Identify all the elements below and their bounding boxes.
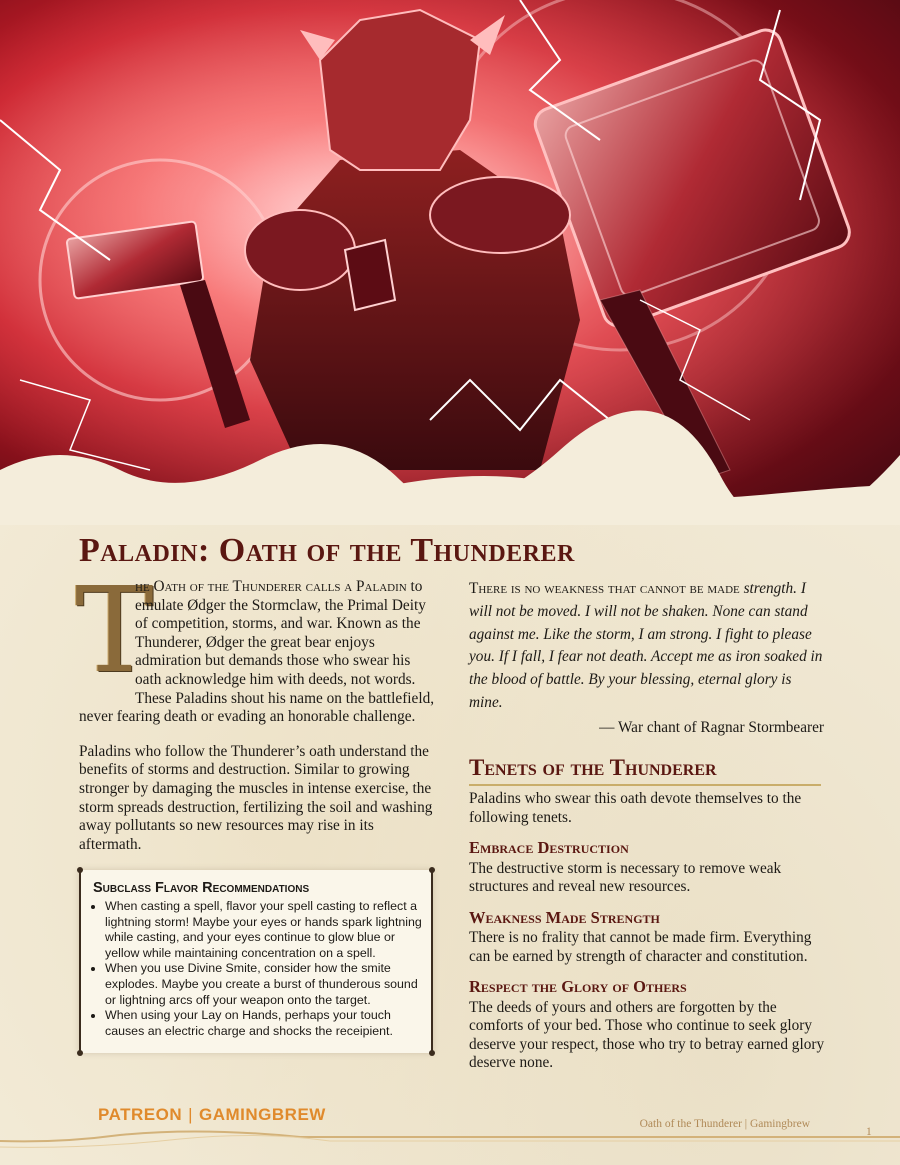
page-title: Paladin: Oath of the Thunderer [79, 532, 575, 569]
corner-dot [77, 1050, 83, 1056]
war-chant-quote [469, 578, 824, 715]
flavor-sidebar [79, 870, 433, 1053]
tenets-heading: Tenets of the Thunderer [469, 755, 821, 786]
right-column [469, 578, 824, 740]
sidebar-list [93, 899, 423, 1039]
corner-dot [77, 867, 83, 873]
tenet-text: The destructive storm is necessary to remove weak structures and reveal new resources. [469, 859, 782, 895]
brand-separator: | [188, 1105, 194, 1124]
brand-gamingbrew: GAMINGBREW [199, 1105, 326, 1124]
page-number: 1 [866, 1126, 872, 1138]
intro-lead: he Oath of the Thunderer calls a Paladin [135, 578, 407, 595]
hero-illustration [0, 0, 900, 525]
tenet-text: There is no frality that cannot be made firm. Everything can be earned by strength of character and constitution. [469, 929, 812, 965]
tenet-name: Weakness Made Strength [469, 907, 660, 927]
intro-paragraph-2: Paladins who follow the Thunderer’s oath understand the benefits of storms and destruction. Similar to growing stronger by damaging the muscles in intense exercise, the storm spreads destruction, fertilizing the soil and washing away pollutants so new resources may rise in its aftermath. [79, 742, 433, 853]
left-column [75, 561, 439, 870]
tenets-section [469, 790, 825, 1073]
footer-ornament [0, 1125, 900, 1165]
tenets-intro: Paladins who swear this oath devote themselves to the following tenets. [469, 790, 802, 826]
list-item: • When using your Lay on Hands, perhaps your touch causes an electric charge and shocks the receipient. [105, 1008, 423, 1039]
footer-brand [98, 1105, 326, 1125]
intro-text: to emulate Ødger the Stormclaw, the Primal Deity of competition, storms, and war. Known as the Thunderer, Ødger the great bear enjoys admiration but demands those who swear his oath acknowledge him with deeds, not words. These Paladins shout his name on the battlefield, never fearing death or evading an honorable challenge. [79, 578, 435, 726]
quote-lead: There is no weakness that cannot be made [469, 580, 740, 597]
tenet-text: The deeds of yours and others are forgotten by the comforts of your bed. Those who continue to seek glory deserve your respect, those who try to betray earned glory deserve none. [469, 998, 825, 1071]
tenet-name: Embrace Destruction [469, 838, 629, 857]
running-title: Oath of the Thunderer | Gamingbrew [639, 1118, 810, 1130]
hero-illustration-graphic [0, 0, 900, 525]
tenet-name: Respect the Glory of Others [469, 977, 687, 996]
quote-body: strength. I will not be moved. I will not be shaken. None can stand against me. Like the storm, I am strong. I fight to please you. If I fall, I fear not death. Accept me as iron soaked in the blood of battle. By your blessing, eternal glory is mine. [469, 580, 823, 711]
list-item: • When casting a spell, flavor your spell casting to reflect a lightning storm! Maybe your eyes or hands spark lightning while casting, and your eyes continue to glow blue or yellow while maintaining concentration on a spell. [105, 899, 423, 961]
intro-paragraph [75, 561, 439, 727]
sidebar-title: Subclass Flavor Recommendations [93, 880, 310, 896]
brand-patreon: PATREON [98, 1105, 183, 1124]
list-item: • When you use Divine Smite, consider how the smite explodes. Maybe you create a burst of thunderous sound or lightning arcs off your weapon onto the target. [105, 961, 423, 1008]
quote-attribution: — War chant of Ragnar Stormbearer [599, 718, 824, 736]
corner-dot [429, 1050, 435, 1056]
corner-dot [429, 867, 435, 873]
drop-cap: T [75, 561, 154, 699]
